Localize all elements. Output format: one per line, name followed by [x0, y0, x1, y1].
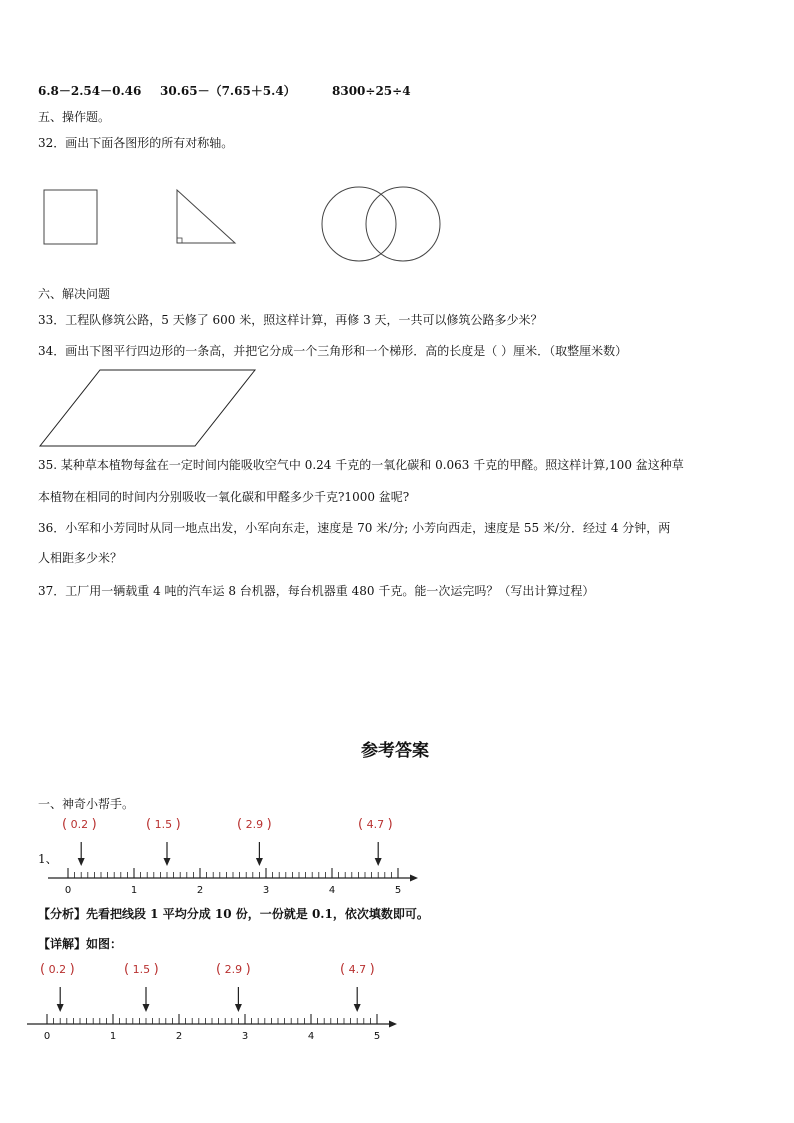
- question-35-line-2: 本植物在相同的时间内分别吸收一氧化碳和甲醛多少千克?1000 盆呢?: [38, 490, 410, 504]
- question-37: 37．工厂用一辆载重 4 吨的汽车运 8 台机器，每台机器重 480 千克。能一次运完吗？（写出计算过程）: [38, 584, 595, 598]
- question-35-line-1: 35. 某种草本植物每盆在一定时间内能吸收空气中 0.24 千克的一氧化碳和 0.063 千克的甲醛。照这样计算,100 盆这种草: [38, 458, 684, 472]
- axis-tick-label: 0: [64, 885, 72, 896]
- mark-label-2: ( 1.5 ): [146, 817, 181, 832]
- mark-label-3: ( 2.9 ): [237, 817, 272, 832]
- axis-tick-label: 3: [262, 885, 270, 896]
- axis-tick-label: 4: [328, 885, 336, 896]
- answer-analysis: 【分析】先看把线段 1 平均分成 10 份，一份就是 0.1，依次填数即可。: [38, 907, 429, 921]
- calc-expr-1: 6.8－2.54－0.46: [38, 84, 142, 98]
- answers-section-1: 一、神奇小帮手。: [38, 797, 135, 811]
- question-34: 34．画出下图平行四边形的一条高，并把它分成一个三角形和一个梯形．高的长度是（ ）厘米．（取整厘米数）: [38, 344, 628, 358]
- axis-tick-label: 2: [175, 1031, 183, 1042]
- answer-detail: 【详解】如图：: [38, 937, 123, 951]
- value-arrowhead: [354, 1004, 361, 1012]
- question-36-line-1: 36．小军和小芳同时从同一地点出发，小军向东走，速度是 70 米/分; 小芳向西走，速度是 55 米/分．经过 4 分钟，两: [38, 521, 671, 535]
- mark-label-2-3: ( 2.9 ): [216, 962, 251, 977]
- axis-tick-label: 0: [43, 1031, 51, 1042]
- mark-label-2-1: ( 0.2 ): [40, 962, 75, 977]
- axis-tick-label: 3: [241, 1031, 249, 1042]
- value-arrowhead: [235, 1004, 242, 1012]
- question-36-line-2: 人相距多少米？: [38, 551, 123, 565]
- value-arrowhead: [57, 1004, 64, 1012]
- mark-label-2-4: ( 4.7 ): [340, 962, 375, 977]
- mark-label-1: ( 0.2 ): [62, 817, 97, 832]
- axis-tick-label: 4: [307, 1031, 315, 1042]
- mark-label-2-2: ( 1.5 ): [124, 962, 159, 977]
- axis-arrowhead: [389, 1021, 397, 1028]
- axis-tick-label: 1: [130, 885, 138, 896]
- section-6-heading: 六、解决问题: [38, 287, 111, 301]
- axis-tick-label: 2: [196, 885, 204, 896]
- axis-tick-label: 1: [109, 1031, 117, 1042]
- mark-label-4: ( 4.7 ): [358, 817, 393, 832]
- section-5-heading: 五、操作题。: [38, 110, 111, 124]
- value-arrowhead: [143, 1004, 150, 1012]
- answers-title: 参考答案: [361, 741, 429, 761]
- question-32: 32．画出下面各图形的所有对称轴。: [38, 136, 234, 150]
- axis-tick-label: 5: [373, 1031, 381, 1042]
- calc-expr-3: 8300÷25÷4: [332, 84, 411, 98]
- axis-tick-label: 5: [394, 885, 402, 896]
- question-33: 33．工程队修筑公路，5 天修了 600 米，照这样计算，再修 3 天，一共可以修筑公路多少米？: [38, 313, 543, 327]
- answer-item-label: 1、: [38, 852, 58, 866]
- calc-expr-2: 30.65－（7.65＋5.4）: [160, 84, 296, 98]
